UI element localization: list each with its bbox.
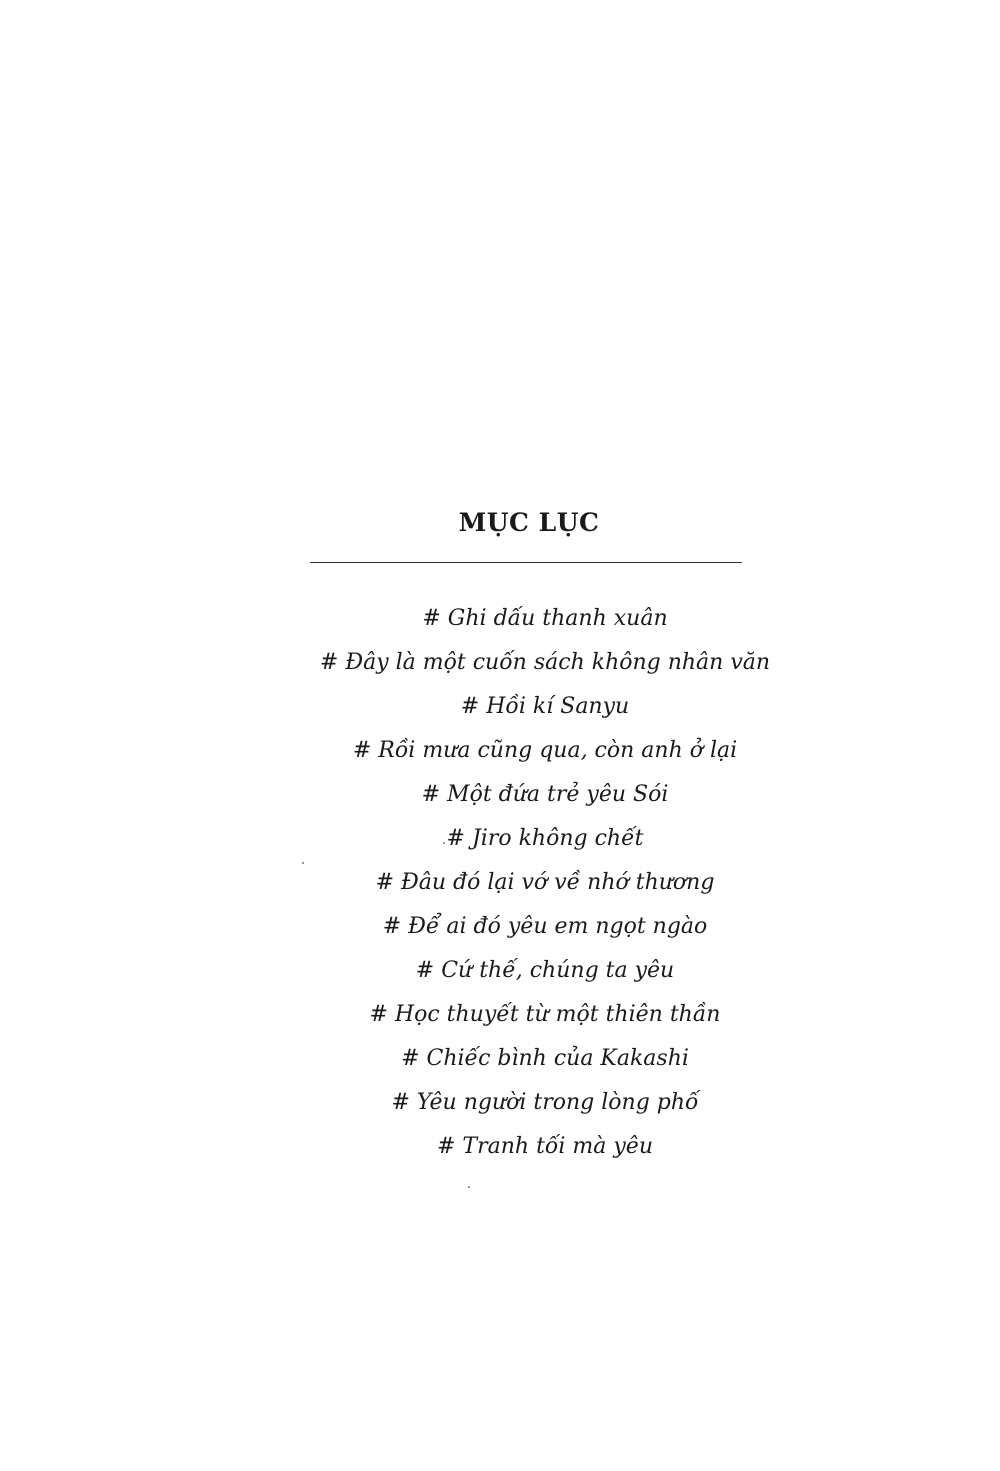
toc-item: # Đây là một cuốn sách không nhân văn: [319, 650, 771, 675]
toc-item: # Hồi kí Sanyu: [460, 694, 630, 719]
toc-item: # Chiếc bình của Kakashi: [401, 1046, 689, 1071]
toc-item: # Tranh tối mà yêu: [437, 1134, 653, 1159]
toc-item: # Ghi dấu thanh xuân: [422, 606, 668, 631]
toc-item: # Jiro không chết: [446, 826, 644, 851]
title-divider: [310, 562, 742, 563]
toc-item: # Đâu đó lại vớ về nhớ thương: [375, 870, 715, 895]
toc-item: # Rồi mưa cũng qua, còn anh ở lại: [352, 738, 738, 763]
toc-item: # Yêu người trong lòng phố: [391, 1090, 699, 1115]
scan-speck: [468, 1186, 470, 1188]
toc-list: [0, 597, 1000, 1169]
toc-item: # Học thuyết từ một thiên thần: [369, 1002, 721, 1027]
toc-item: # Để ai đó yêu em ngọt ngào: [382, 914, 708, 939]
toc-title: MỤC LỤC: [458, 508, 600, 537]
toc-item: # Cứ thế, chúng ta yêu: [415, 958, 675, 983]
scan-speck: [302, 862, 304, 864]
toc-item: # Một đứa trẻ yêu Sói: [421, 782, 669, 807]
scan-speck: [443, 842, 445, 844]
